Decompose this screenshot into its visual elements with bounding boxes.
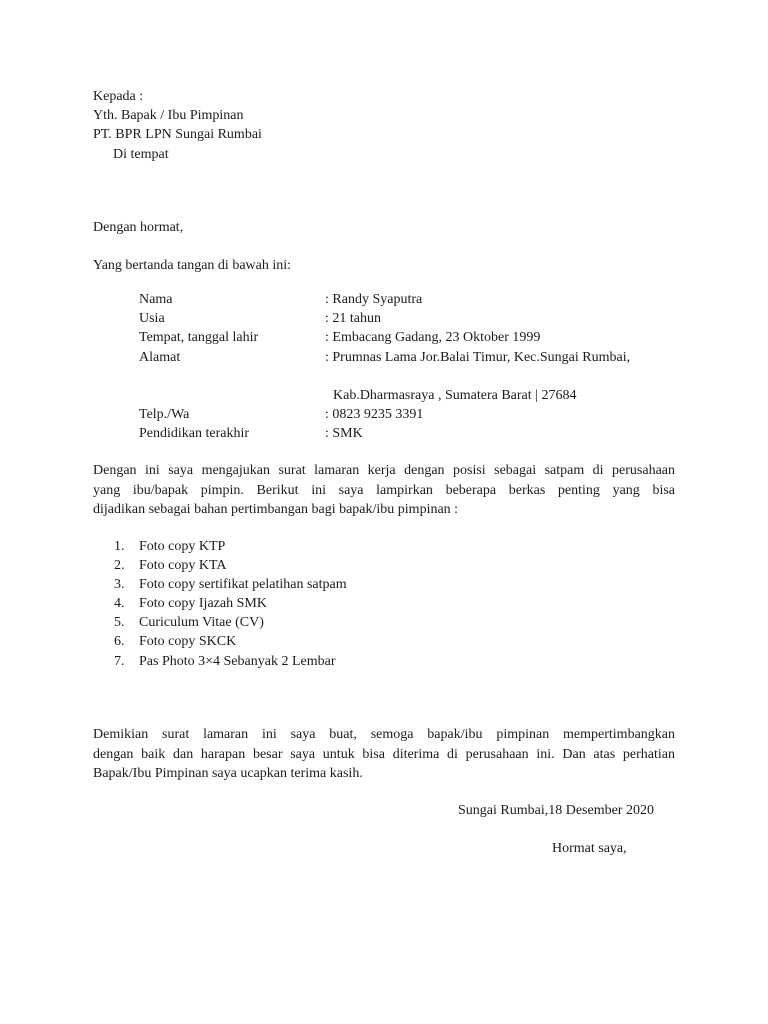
- recipient-line-1: Yth. Bapak / Ibu Pimpinan: [93, 108, 244, 123]
- list-item-number: 2.: [114, 558, 125, 573]
- field-value-address-cont: Kab.Dharmasraya , Sumatera Barat | 27684: [333, 388, 577, 403]
- closing-line-3: Bapak/Ibu Pimpinan saya ucapkan terima kasih.: [93, 766, 363, 781]
- field-label-birth: Tempat, tanggal lahir: [139, 330, 259, 345]
- list-item-number: 4.: [114, 596, 125, 611]
- list-item: Foto copy KTA: [139, 558, 227, 573]
- list-item: Foto copy Ijazah SMK: [139, 596, 267, 611]
- list-item-number: 7.: [114, 654, 125, 669]
- application-line-2: yang ibu/bapak pimpin. Berikut ini saya lampirkan beberapa berkas penting yang bisa: [93, 482, 675, 498]
- list-item: Foto copy KTP: [139, 539, 226, 554]
- recipient-to-label: Kepada :: [93, 89, 144, 104]
- intro-text: Yang bertanda tangan di bawah ini:: [93, 258, 292, 273]
- list-item: Foto copy SKCK: [139, 634, 237, 649]
- field-value-name: : Randy Syaputra: [325, 292, 423, 307]
- recipient-line-3: Di tempat: [113, 147, 169, 162]
- field-value-birth: : Embacang Gadang, 23 Oktober 1999: [325, 330, 541, 345]
- field-label-education: Pendidikan terakhir: [139, 426, 250, 441]
- list-item-number: 5.: [114, 615, 125, 630]
- recipient-line-2: PT. BPR LPN Sungai Rumbai: [93, 127, 262, 142]
- closing-line-2: dengan baik dan harapan besar saya untuk bisa diterima di perusahaan ini. Dan atas perhatian: [93, 746, 675, 762]
- field-value-age: : 21 tahun: [325, 311, 381, 326]
- greeting: Dengan hormat,: [93, 220, 184, 235]
- field-value-phone: : 0823 9235 3391: [325, 407, 424, 422]
- list-item-number: 3.: [114, 577, 125, 592]
- list-item: Curiculum Vitae (CV): [139, 615, 264, 630]
- closing-line-1: Demikian surat lamaran ini saya buat, semoga bapak/ibu pimpinan mempertimbangkan: [93, 727, 675, 742]
- sign-off: Hormat saya,: [552, 841, 627, 856]
- field-value-education: : SMK: [325, 426, 363, 441]
- field-value-address: : Prumnas Lama Jor.Balai Timur, Kec.Sungai Rumbai,: [325, 350, 631, 365]
- place-date: Sungai Rumbai,18 Desember 2020: [458, 803, 654, 818]
- list-item-number: 1.: [114, 539, 125, 554]
- field-label-phone: Telp./Wa: [139, 407, 190, 422]
- field-label-address: Alamat: [139, 350, 181, 365]
- field-label-age: Usia: [139, 311, 165, 326]
- application-paragraph: [93, 461, 675, 520]
- list-item: Foto copy sertifikat pelatihan satpam: [139, 577, 347, 592]
- field-label-name: Nama: [139, 292, 173, 307]
- list-item-number: 6.: [114, 634, 125, 649]
- list-item: Pas Photo 3×4 Sebanyak 2 Lembar: [139, 654, 336, 669]
- closing-paragraph: [93, 725, 675, 784]
- application-line-1: Dengan ini saya mengajukan surat lamaran kerja dengan posisi sebagai satpam di perusahaan: [93, 463, 675, 478]
- application-line-3: dijadikan sebagai bahan pertimbangan bagi bapak/ibu pimpinan :: [93, 502, 459, 517]
